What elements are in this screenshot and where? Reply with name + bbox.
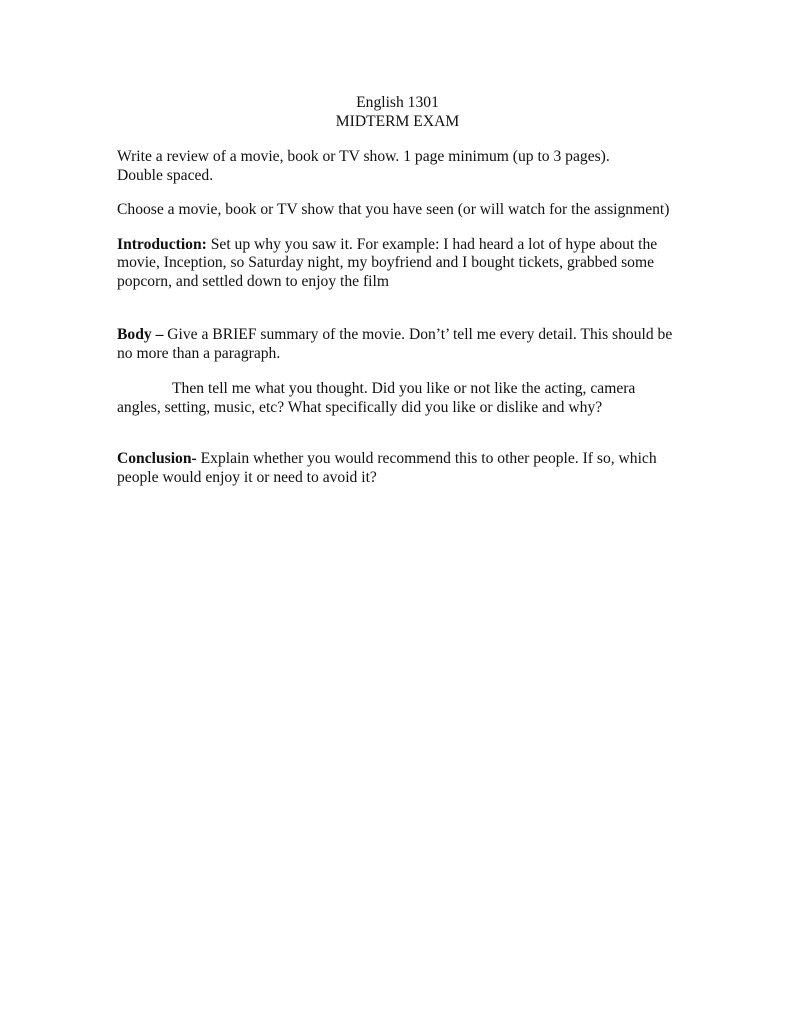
exam-title: MIDTERM EXAM bbox=[335, 112, 460, 130]
document-header bbox=[118, 94, 677, 131]
body-followup-text: Then tell me what you thought. Did you like or not like the acting, camera angles, setting, music, etc? What specifically did you like or dislike and why? bbox=[117, 380, 636, 416]
course-title: English 1301 bbox=[356, 94, 439, 111]
document-page bbox=[117, 94, 677, 487]
assignment-line-2: Double spaced. bbox=[117, 166, 214, 184]
body-text: Give a BRIEF summary of the movie. Don’t’ tell me every detail. This should be no more than a paragraph. bbox=[117, 326, 673, 362]
body-label: Body – bbox=[117, 326, 164, 343]
introduction-paragraph bbox=[117, 236, 677, 292]
choose-instruction: Choose a movie, book or TV show that you have seen (or will watch for the assignment) bbox=[117, 201, 670, 218]
assignment-instructions bbox=[117, 148, 677, 185]
body-followup-paragraph bbox=[117, 380, 677, 417]
body-paragraph bbox=[117, 326, 677, 363]
conclusion-paragraph bbox=[117, 450, 677, 487]
introduction-label: Introduction: bbox=[117, 235, 207, 253]
conclusion-text: Explain whether you would recommend this to other people. If so, which people would enjoy it or need to avoid it? bbox=[117, 450, 657, 486]
assignment-line-1: Write a review of a movie, book or TV show. 1 page minimum (up to 3 pages). bbox=[117, 148, 610, 165]
introduction-text: Set up why you saw it. For example: I had heard a lot of hype about the movie, Inception, so Saturday night, my boyfriend and I bought tickets, grabbed some popcorn, and settled down to enjoy the film bbox=[117, 235, 658, 290]
conclusion-label: Conclusion- bbox=[117, 450, 197, 467]
